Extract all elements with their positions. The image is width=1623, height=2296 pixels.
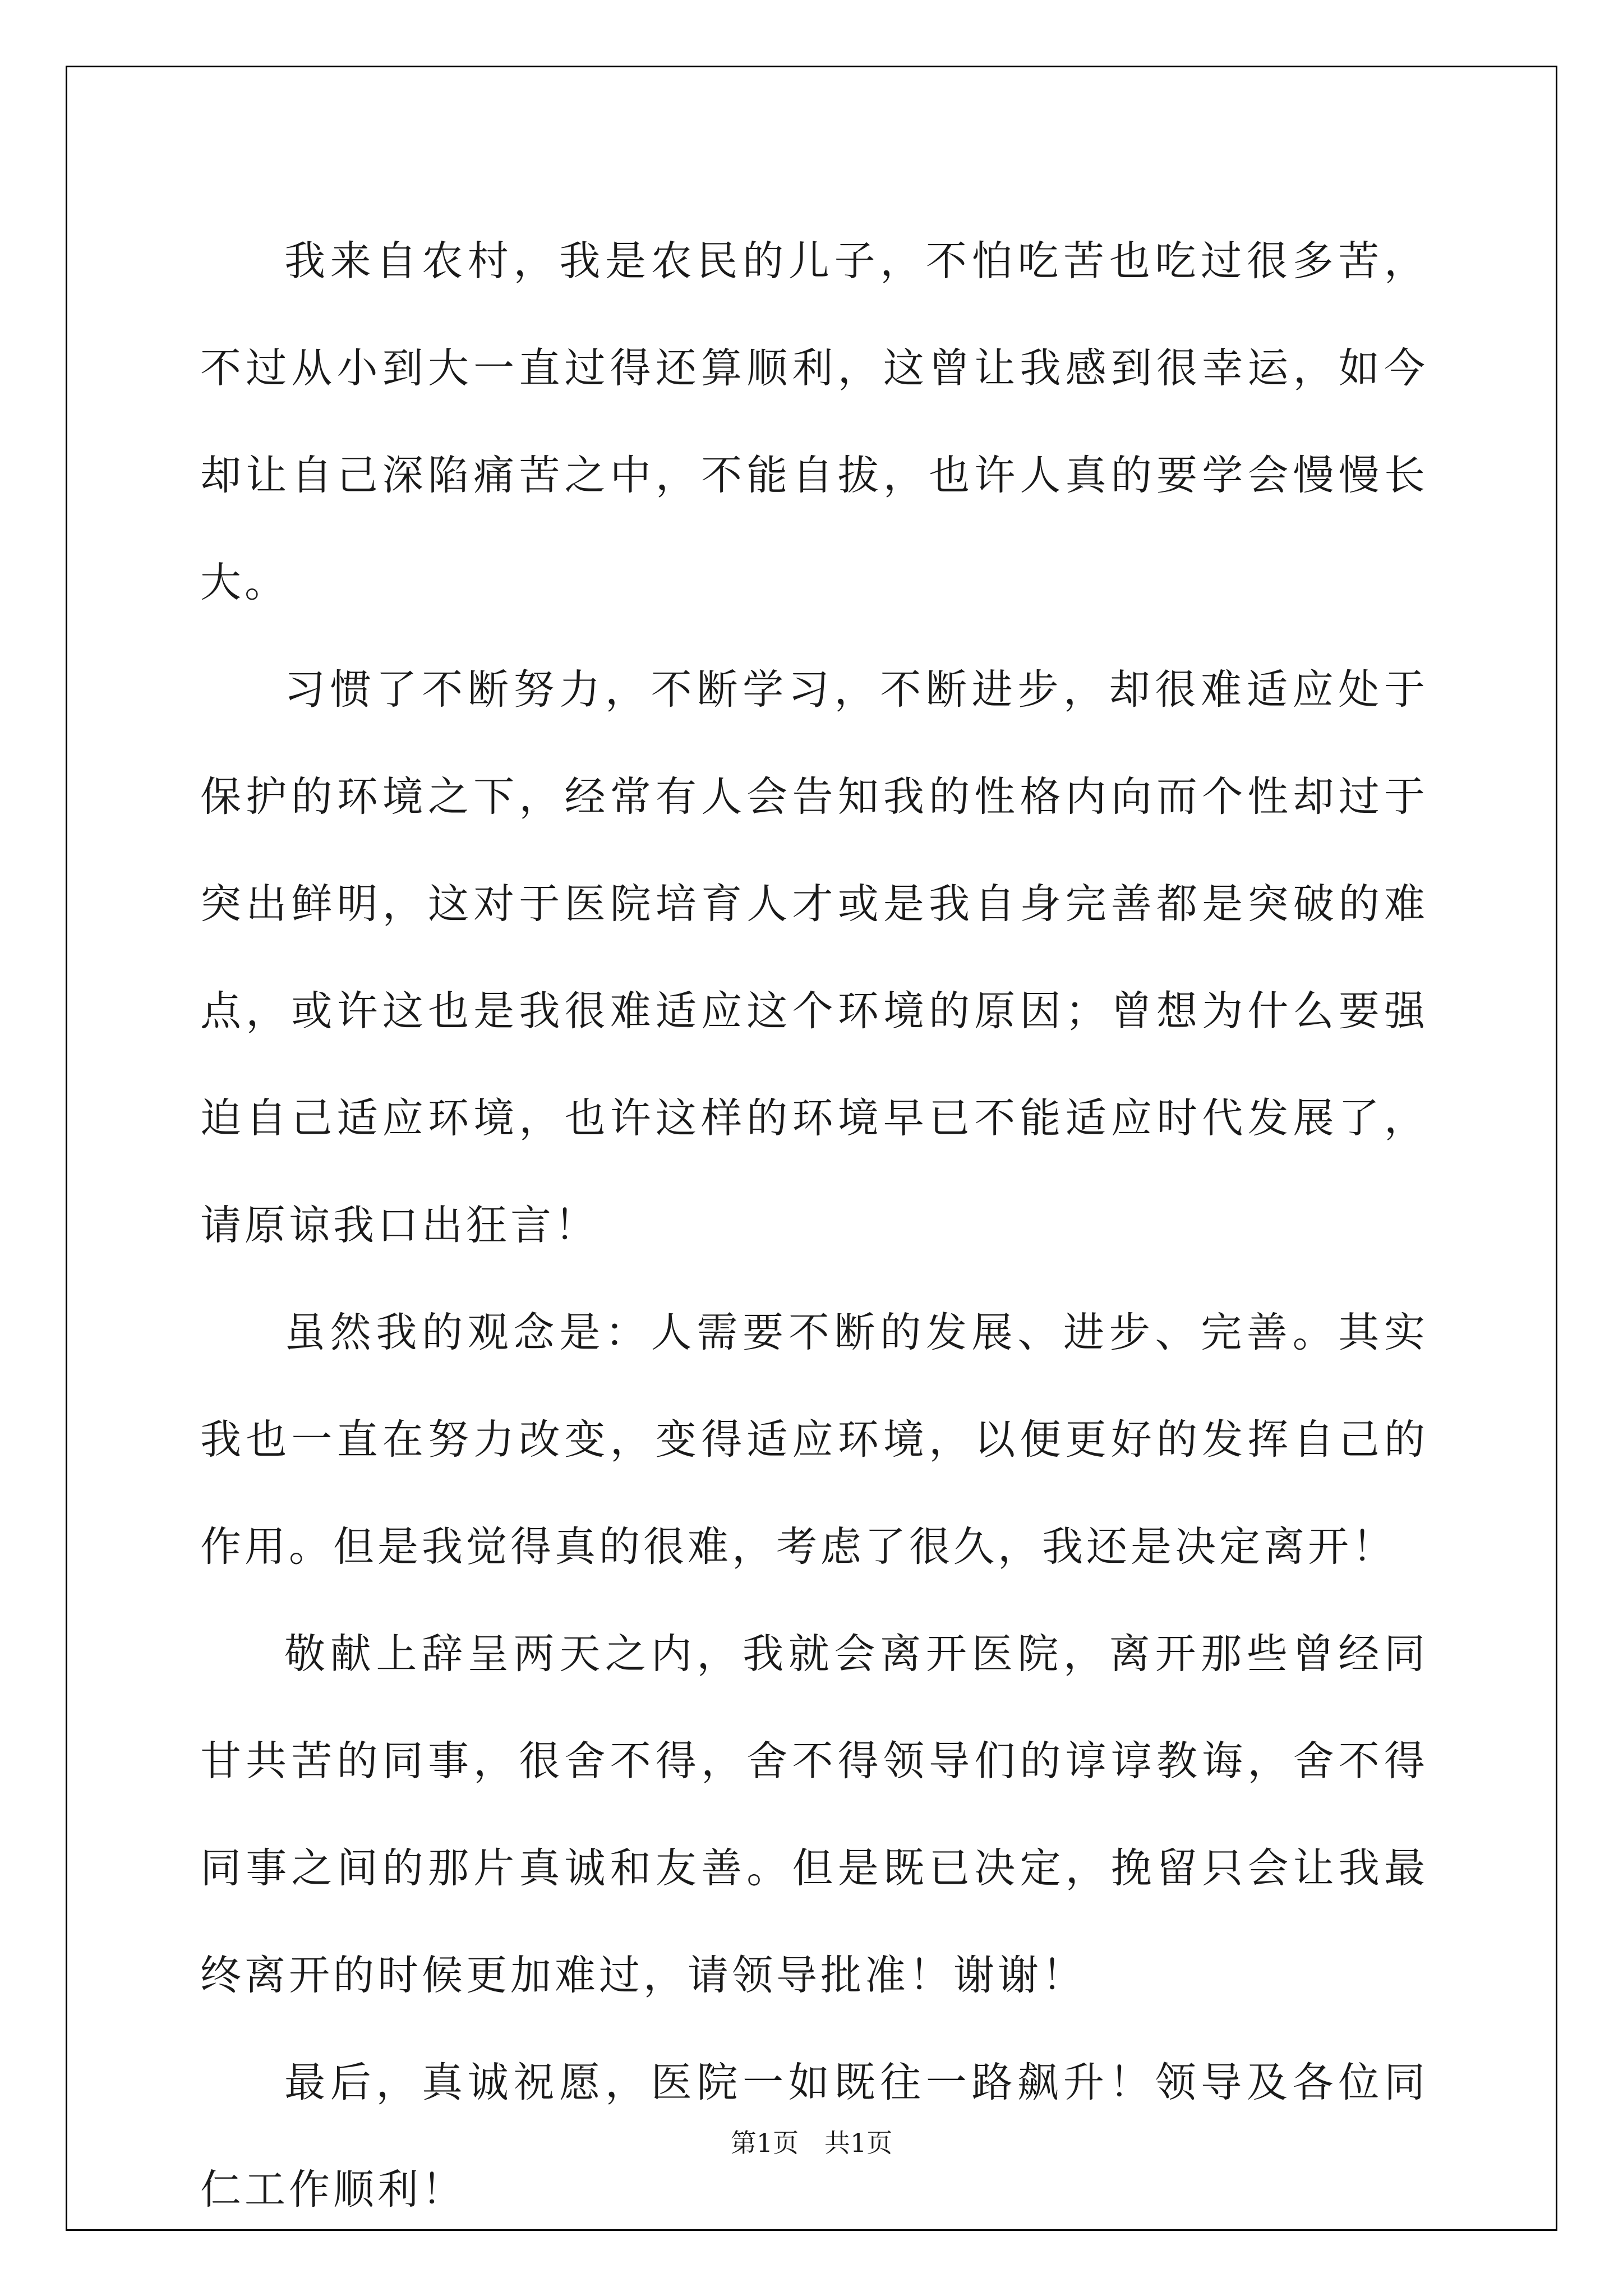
page-number: 第1页 共1页 [730, 2128, 893, 2158]
paragraph: 虽然我的观念是：人需要不断的发展、进步、完善。其实我也一直在努力改变，变得适应环境，以便更好的发挥自己的作用。但是我觉得真的很难，考虑了很久，我还是决定离开！ [200, 1309, 1428, 1571]
paragraph: 敬献上辞呈两天之内，我就会离开医院，离开那些曾经同甘共苦的同事，很舍不得，舍不得领导们的谆谆教诲，舍不得同事之间的那片真诚和友善。但是既已决定，挽留只会让我最终离开的时候更加难过，请领导批准！谢谢！ [200, 1630, 1428, 1999]
paragraph: 最后，真诚祝愿，医院一如既往一路飙升！领导及各位同仁工作顺利！ [200, 2059, 1428, 2214]
document-body [200, 208, 1428, 2243]
paragraph: 我来自农村，我是农民的儿子，不怕吃苦也吃过很多苦，不过从小到大一直过得还算顺利，这曾让我感到很幸运，如今却让自己深陷痛苦之中，不能自拔，也许人真的要学会慢慢长大。 [200, 237, 1428, 606]
paragraph: 习惯了不断努力，不断学习，不断进步，却很难适应处于保护的环境之下，经常有人会告知我的性格内向而个性却过于突出鲜明，这对于医院培育人才或是我自身完善都是突破的难点，或许这也是我很难适应这个环境的原因；曾想为什么要强迫自己适应环境，也许这样的环境早已不能适应时代发展了，请原谅我口出狂言！ [200, 666, 1428, 1249]
